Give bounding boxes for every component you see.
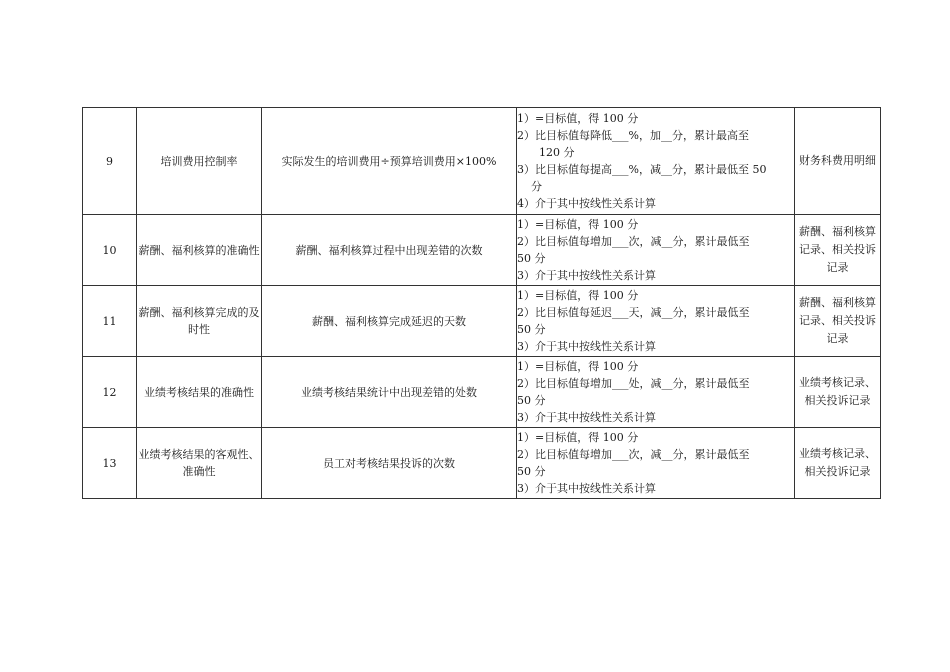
scoring-rules xyxy=(517,286,795,357)
row-number: 11 xyxy=(83,286,137,357)
row-number: 12 xyxy=(83,357,137,428)
scoring-rule: 2）比目标值每增加___处，减__分，累计最低至 xyxy=(517,377,750,390)
row-number: 9 xyxy=(83,108,137,215)
scoring-rule: 1）=目标值，得 100 分 xyxy=(517,112,639,125)
scoring-rule: 3）介于其中按线性关系计算 xyxy=(517,482,656,495)
scoring-rule: 4）介于其中按线性关系计算 xyxy=(517,197,656,210)
data-source: 业绩考核记录、相关投诉记录 xyxy=(795,357,881,428)
data-source: 业绩考核记录、相关投诉记录 xyxy=(795,428,881,499)
kpi-table xyxy=(82,107,881,499)
table-row xyxy=(83,215,881,286)
table-row xyxy=(83,357,881,428)
scoring-rule: 120 分 xyxy=(539,146,575,159)
scoring-rule: 3）介于其中按线性关系计算 xyxy=(517,411,656,424)
scoring-rules xyxy=(517,357,795,428)
row-number: 13 xyxy=(83,428,137,499)
scoring-rule: 分 xyxy=(531,180,542,193)
indicator-name: 业绩考核结果的客观性、准确性 xyxy=(137,428,262,499)
indicator-name: 业绩考核结果的准确性 xyxy=(137,357,262,428)
scoring-rule: 1）=目标值，得 100 分 xyxy=(517,431,639,444)
kpi-table-body xyxy=(83,108,881,499)
scoring-rule: 2）比目标值每增加___次，减__分，累计最低至 xyxy=(517,235,750,248)
scoring-rules xyxy=(517,108,795,215)
table-row xyxy=(83,286,881,357)
indicator-formula: 业绩考核结果统计中出现差错的处数 xyxy=(262,357,517,428)
scoring-rule: 50 分 xyxy=(517,323,546,336)
indicator-formula: 薪酬、福利核算完成延迟的天数 xyxy=(262,286,517,357)
scoring-rule: 50 分 xyxy=(517,252,546,265)
data-source: 财务科费用明细 xyxy=(795,108,881,215)
scoring-rule: 3）介于其中按线性关系计算 xyxy=(517,269,656,282)
scoring-rule: 50 分 xyxy=(517,465,546,478)
indicator-formula: 薪酬、福利核算过程中出现差错的次数 xyxy=(262,215,517,286)
data-source: 薪酬、福利核算记录、相关投诉记录 xyxy=(795,286,881,357)
scoring-rule: 2）比目标值每延迟___天，减__分，累计最低至 xyxy=(517,306,750,319)
row-number: 10 xyxy=(83,215,137,286)
indicator-formula: 员工对考核结果投诉的次数 xyxy=(262,428,517,499)
scoring-rules xyxy=(517,428,795,499)
data-source: 薪酬、福利核算记录、相关投诉记录 xyxy=(795,215,881,286)
scoring-rule: 3）介于其中按线性关系计算 xyxy=(517,340,656,353)
scoring-rules xyxy=(517,215,795,286)
scoring-rule: 3）比目标值每提高___%，减__分，累计最低至 50 xyxy=(517,163,767,176)
indicator-name: 薪酬、福利核算完成的及时性 xyxy=(137,286,262,357)
scoring-rule: 2）比目标值每增加___次，减__分，累计最低至 xyxy=(517,448,750,461)
scoring-rule: 1）=目标值，得 100 分 xyxy=(517,218,639,231)
scoring-rule: 1）=目标值，得 100 分 xyxy=(517,289,639,302)
scoring-rule: 1）=目标值，得 100 分 xyxy=(517,360,639,373)
scoring-rule: 2）比目标值每降低___%，加__分，累计最高至 xyxy=(517,129,749,142)
indicator-name: 薪酬、福利核算的准确性 xyxy=(137,215,262,286)
table-row xyxy=(83,428,881,499)
scoring-rule: 50 分 xyxy=(517,394,546,407)
indicator-name: 培训费用控制率 xyxy=(137,108,262,215)
table-row xyxy=(83,108,881,215)
indicator-formula: 实际发生的培训费用÷预算培训费用×100% xyxy=(262,108,517,215)
